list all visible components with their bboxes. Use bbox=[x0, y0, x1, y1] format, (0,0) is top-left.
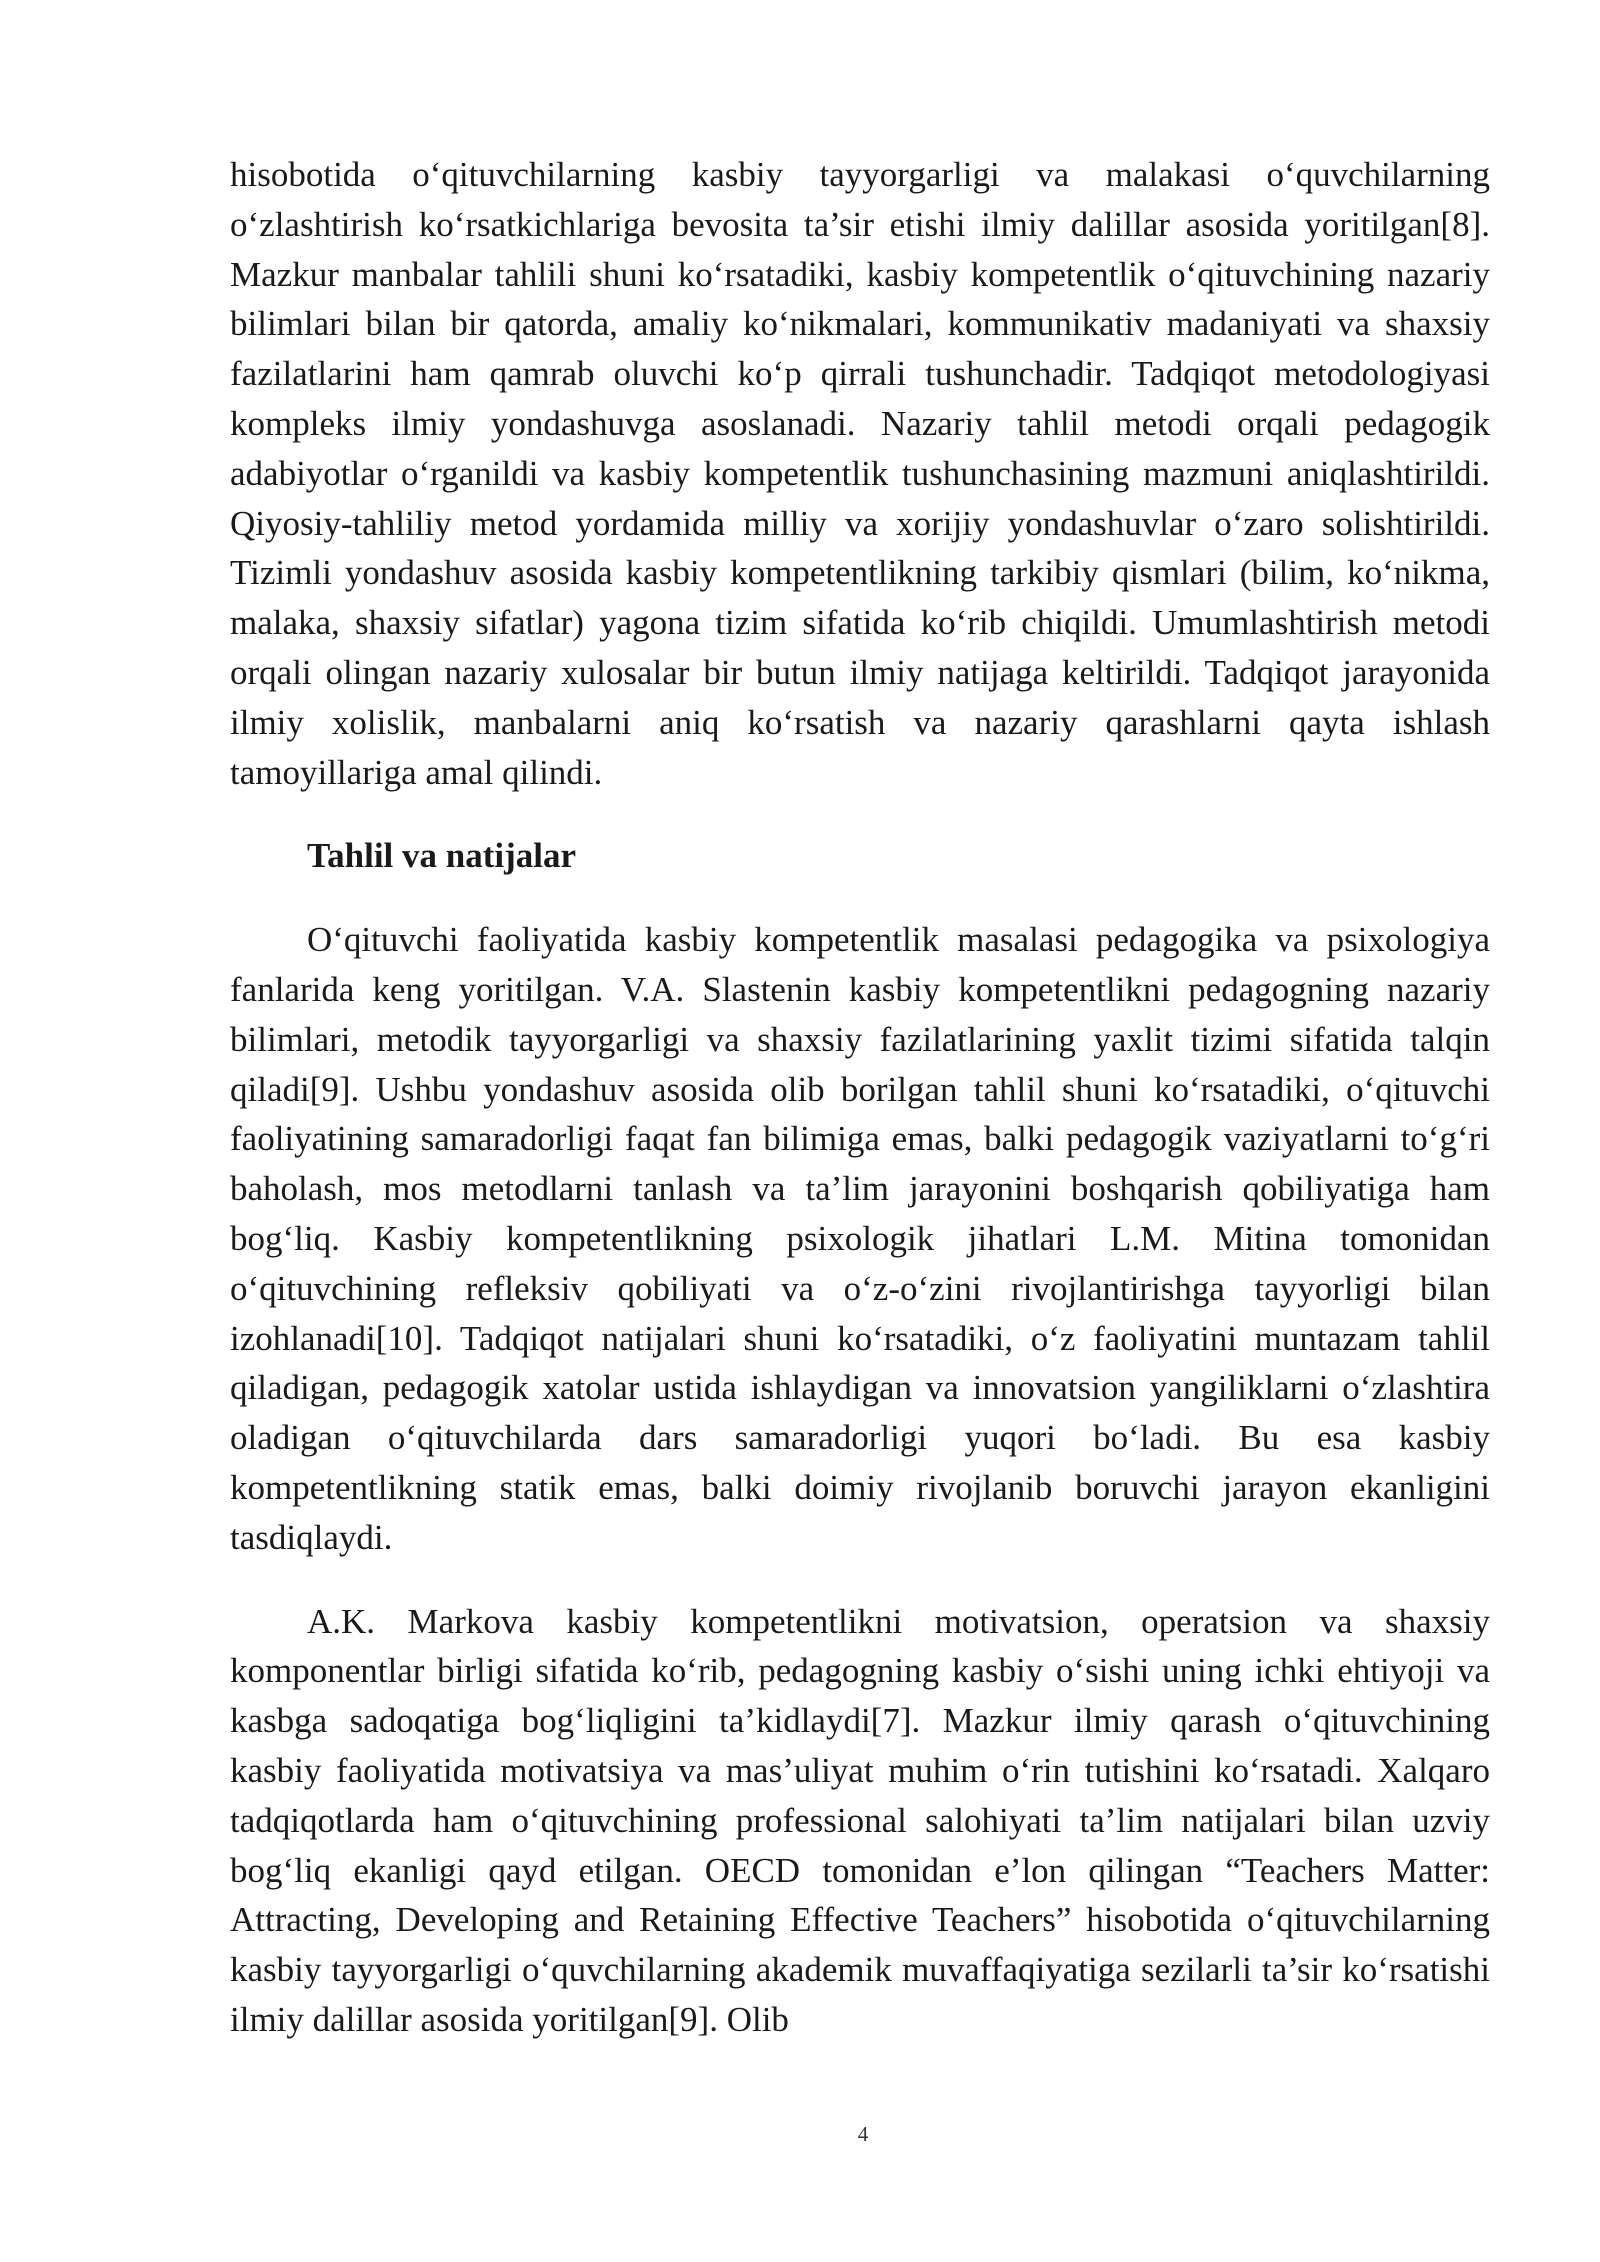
section-heading: Tahlil va natijalar bbox=[307, 836, 577, 876]
body-paragraph-analysis-2: A.K. Markova kasbiy kompetentlikni motivatsion, operatsion va shaxsiy komponentlar birligi sifatida ko‘rib, pedagogning kasbiy o‘sishi uning ichki ehtiyoji va kasbga sadoqatiga bog‘liqligini ta’kidlaydi[7]. Mazkur ilmiy qarash o‘qituvchining kasbiy faoliyatida motivatsiya va mas’uliyat muhim o‘rin tutishini ko‘rsatadi. Xalqaro tadqiqotlarda ham o‘qituvchining professional salohiyati ta’lim natijalari bilan uzviy bog‘liq ekanligi qayd etilgan. OECD tomonidan e’lon qilingan “Teachers Matter: Attracting, Developing and Retaining Effective Teachers” hisobotida o‘qituvchilarning kasbiy tayyorgarligi o‘quvchilarning akademik muvaffaqiyatiga sezilarli ta’sir ko‘rsatishi ilmiy dalillar asosida yoritilgan[9]. Olib bbox=[230, 1601, 1490, 2039]
body-paragraph-continuation: hisobotida o‘qituvchilarning kasbiy tayyorgarligi va malakasi o‘quvchilarning o‘zlashtirish ko‘rsatkichlariga bevosita ta’sir etishi ilmiy dalillar asosida yoritilgan[8]. Mazkur manbalar tahlili shuni ko‘rsatadiki, kasbiy kompetentlik o‘qituvchining nazariy bilimlari bilan bir qatorda, amaliy ko‘nikmalari, kommunikativ madaniyati va shaxsiy fazilatlarini ham qamrab oluvchi ko‘p qirrali tushunchadir. Tadqiqot metodologiyasi kompleks ilmiy yondashuvga asoslanadi. Nazariy tahlil metodi orqali pedagogik adabiyotlar o‘rganildi va kasbiy kompetentlik tushunchasining mazmuni aniqlashtirildi. Qiyosiy-tahliliy metod yordamida milliy va xorijiy yondashuvlar o‘zaro solishtirildi. Tizimli yondashuv asosida kasbiy kompetentlikning tarkibiy qismlari (bilim, ko‘nikma, malaka, shaxsiy sifatlar) yagona tizim sifatida ko‘rib chiqildi. Umumlashtirish metodi orqali olingan nazariy xulosalar bir butun ilmiy natijaga keltirildi. Tadqiqot jarayonida ilmiy xolislik, manbalarni aniq ko‘rsatish va nazariy qarashlarni qayta ishlash tamoyillariga amal qilindi. bbox=[230, 155, 1490, 792]
body-paragraph-analysis-1: O‘qituvchi faoliyatida kasbiy kompetentlik masalasi pedagogika va psixologiya fanlarida keng yoritilgan. V.A. Slastenin kasbiy kompetentlikni pedagogning nazariy bilimlari, metodik tayyorgarligi va shaxsiy fazilatlarining yaxlit tizimi sifatida talqin qiladi[9]. Ushbu yondashuv asosida olib borilgan tahlil shuni ko‘rsatadiki, o‘qituvchi faoliyatining samaradorligi faqat fan bilimiga emas, balki pedagogik vaziyatlarni to‘g‘ri baholash, mos metodlarni tanlash va ta’lim jarayonini boshqarish qobiliyatiga ham bog‘liq. Kasbiy kompetentlikning psixologik jihatlari L.M. Mitina tomonidan o‘qituvchining refleksiv qobiliyati va o‘z-o‘zini rivojlantirishga tayyorligi bilan izohlanadi[10]. Tadqiqot natijalari shuni ko‘rsatadiki, o‘z faoliyatini muntazam tahlil qiladigan, pedagogik xatolar ustida ishlaydigan va innovatsion yangiliklarni o‘zlashtira oladigan o‘qituvchilarda dars samaradorligi yuqori bo‘ladi. Bu esa kasbiy kompetentlikning statik emas, balki doimiy rivojlanib boruvchi jarayon ekanligini tasdiqlaydi. bbox=[230, 920, 1490, 1557]
document-page bbox=[230, 150, 1490, 2045]
page-number: 4 bbox=[857, 2122, 869, 2146]
